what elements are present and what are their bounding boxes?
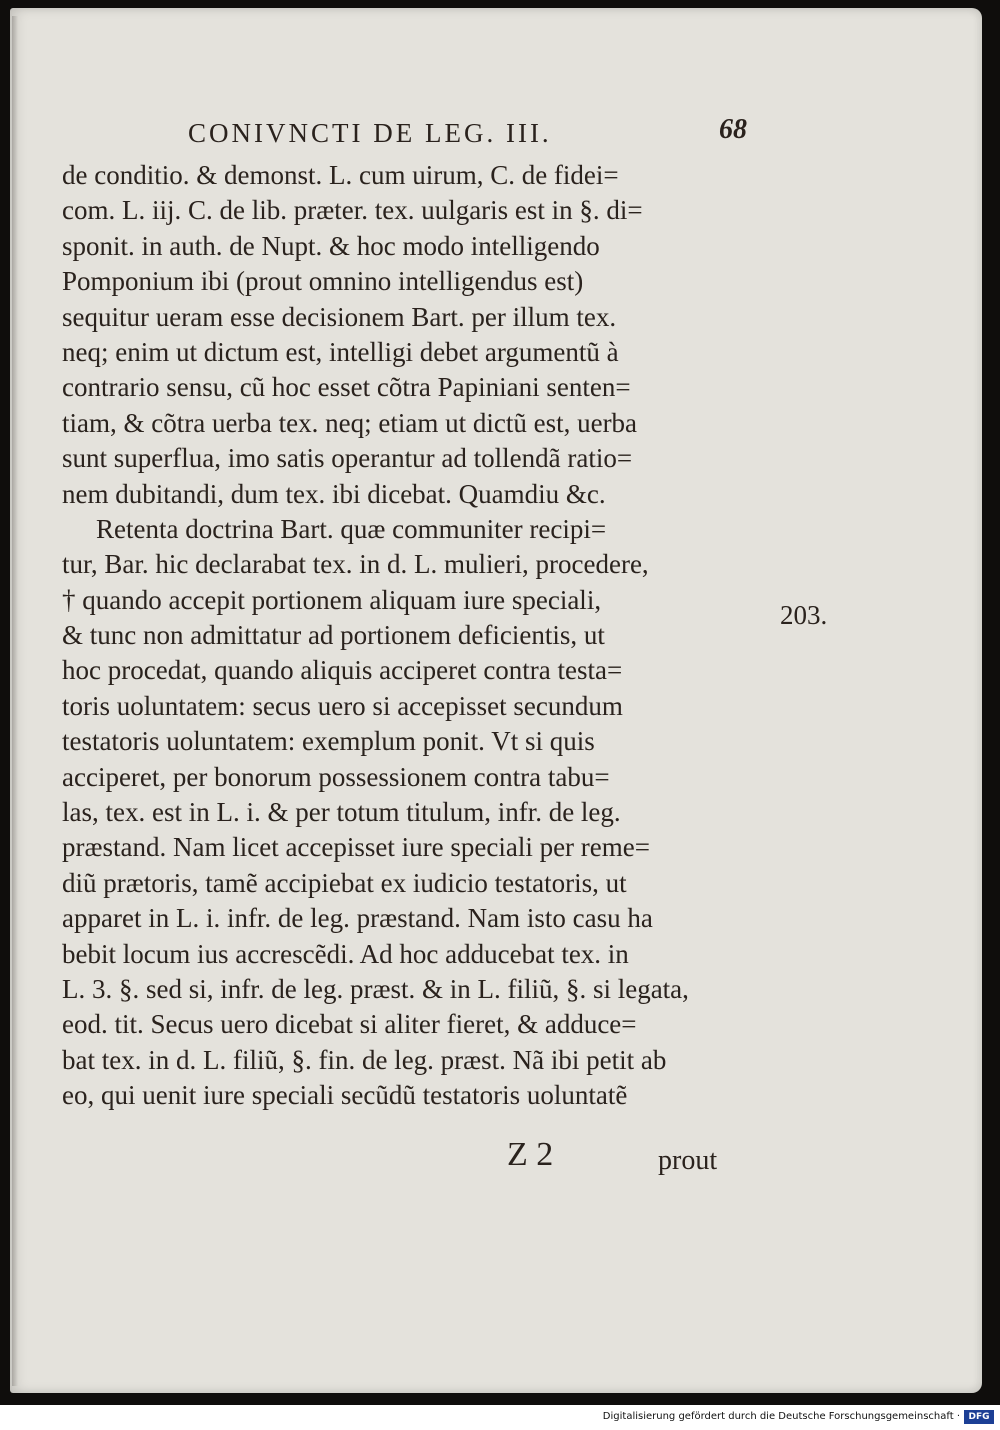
catchword: prout (658, 1145, 718, 1176)
text-line: præstand. Nam licet accepisset iure speciali per reme= (62, 832, 650, 863)
text-line: sequitur ueram esse decisionem Bart. per illum tex. (62, 301, 617, 332)
text-line: L. 3. §. sed si, infr. de leg. præst. & in L. filiũ, §. si legata, (62, 973, 689, 1004)
text-line: † quando accepit portionem aliquam iure speciali, (62, 584, 602, 615)
signature-mark: Z 2 (507, 1136, 554, 1173)
text-line: Retenta doctrina Bart. quæ communiter recipi= (96, 513, 607, 544)
text-line: contrario sensu, cũ hoc esset cõtra Papiniani senten= (62, 372, 631, 403)
text-line: acciperet, per bonorum possessionem contra tabu= (62, 761, 610, 792)
gutter-shadow (12, 16, 18, 1386)
text-line: las, tex. est in L. i. & per totum titulum, infr. de leg. (62, 797, 621, 828)
text-line: bat tex. in d. L. filiũ, §. fin. de leg. præst. Nã ibi petit ab (62, 1044, 667, 1075)
text-line: diũ prætoris, tamẽ accipiebat ex iudicio testatoris, ut (62, 867, 627, 898)
text-line: neq; enim ut dictum est, intelligi debet argumentũ à (62, 336, 619, 367)
text-line: apparet in L. i. infr. de leg. præstand. Nam isto casu ha (62, 903, 653, 934)
text-line: tiam, & cõtra uerba tex. neq; etiam ut dictũ est, uerba (62, 407, 638, 438)
body-text (62, 158, 742, 1114)
text-line: hoc procedat, quando aliquis acciperet contra testa= (62, 655, 623, 686)
margin-note: 203. (780, 600, 828, 630)
dfg-logo-icon[interactable]: DFG (964, 1410, 994, 1424)
running-head: CONIVNCTI DE LEG. III. (188, 118, 552, 148)
text-line: eod. tit. Secus uero dicebat si aliter fieret, & adduce= (62, 1009, 637, 1040)
text-line: bebit locum ius accrescẽdi. Ad hoc adducebat tex. in (62, 938, 629, 969)
text-line: & tunc non admittatur ad portionem deficientis, ut (62, 620, 605, 651)
folio-number: 68 (719, 114, 747, 145)
text-line: nem dubitandi, dum tex. ibi dicebat. Quamdiu &c. (62, 478, 606, 509)
text-line: sunt superflua, imo satis operantur ad tollendã ratio= (62, 443, 633, 474)
text-line: de conditio. & demonst. L. cum uirum, C. de fidei= (62, 160, 619, 190)
footer-credit: Digitalisierung gefördert durch die Deutsche Forschungsgemeinschaft · (602, 1411, 960, 1422)
text-line: toris uoluntatem: secus uero si accepisset secundum (62, 690, 623, 721)
digitization-footer (0, 1405, 1000, 1430)
text-line: tur, Bar. hic declarabat tex. in d. L. mulieri, procedere, (62, 549, 649, 580)
text-line: com. L. iij. C. de lib. præter. tex. uulgaris est in §. di= (62, 195, 643, 226)
text-line: Pomponium ibi (prout omnino intelligendus est) (62, 266, 584, 297)
text-line: sponit. in auth. de Nupt. & hoc modo intelligendo (62, 230, 600, 261)
text-line: testatoris uoluntatem: exemplum ponit. Vt si quis (62, 726, 595, 757)
text-line: eo, qui uenit iure speciali secũdũ testatoris uoluntatẽ (62, 1080, 628, 1111)
